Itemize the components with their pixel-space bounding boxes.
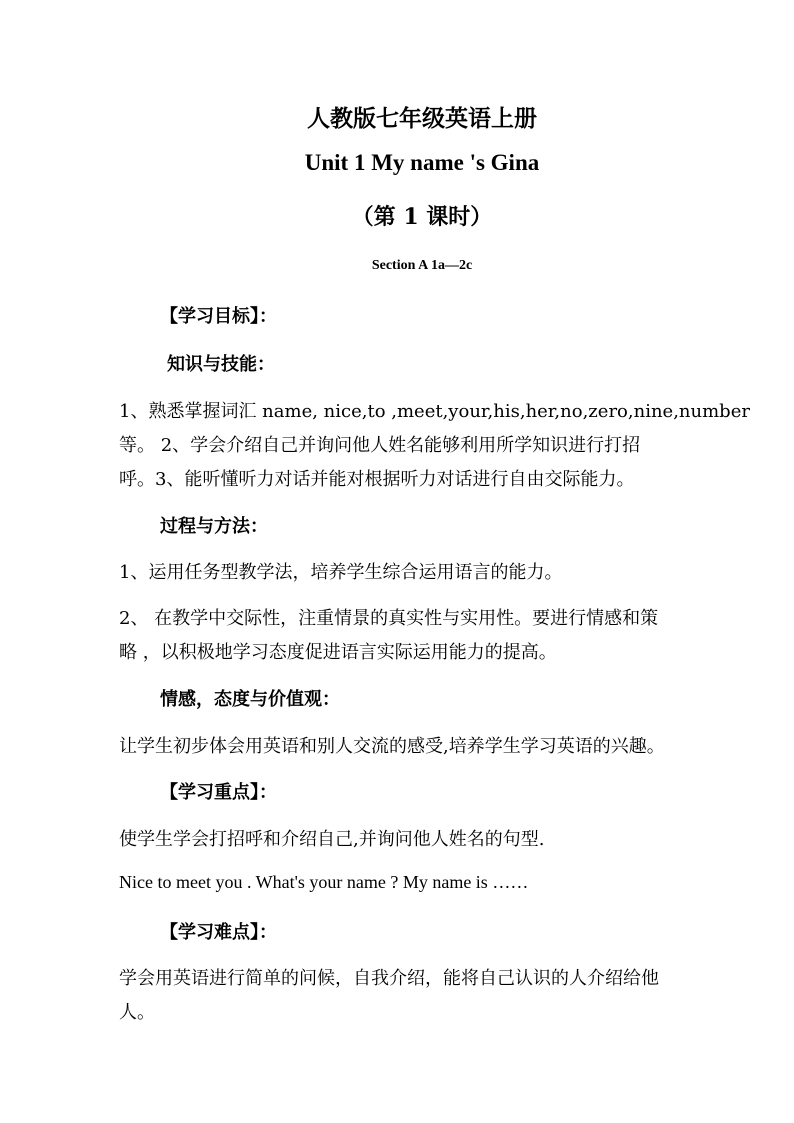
knowledge-line-1: 1、熟悉掌握词汇 name, nice,to ,meet,your,his,her,no,zero,nine,number [119,401,750,422]
objectives-heading: 【学习目标】： [160,306,277,327]
difficulty-line-1: 学会用英语进行简单的问候，自我介绍，能将自己认识的人介绍给他 [119,968,659,989]
knowledge-heading: 知识与技能： [167,354,275,375]
focus-line-2: Nice to meet you . What's your name ? My name is …… [119,872,529,892]
knowledge-line-3: 呼。3、能听懂听力对话并能对根据听力对话进行自由交际能力。 [119,469,635,490]
section-label: Section A 1a—2c [371,258,473,273]
difficulty-heading: 【学习难点】： [160,922,277,943]
emotion-heading: 情感，态度与价值观： [160,689,340,710]
lesson-label: （第 1 课时） [351,204,493,230]
knowledge-line-2: 等。 2、学会介绍自己并询问他人姓名能够利用所学知识进行打招 [119,435,641,456]
process-heading: 过程与方法： [160,516,268,537]
focus-line-1: 使学生学会打招呼和介绍自己,并询问他人姓名的句型. [119,829,545,850]
difficulty-line-2: 人。 [119,1002,155,1023]
process-item-2-line-1: 2、 在教学中交际性，注重情景的真实性与实用性。要进行情感和策 [119,608,659,629]
process-item-2-line-2: 略 ，以积极地学习态度促进语言实际运用能力的提高。 [119,642,557,663]
document-title: 人教版七年级英语上册 [307,105,537,132]
focus-heading: 【学习重点】： [160,782,277,803]
process-item-1: 1、运用任务型教学法，培养学生综合运用语言的能力。 [119,562,563,583]
emotion-text: 让学生初步体会用英语和别人交流的感受,培养学生学习英语的兴趣。 [119,736,665,757]
unit-title: Unit 1 My name 's Gina [304,150,540,175]
